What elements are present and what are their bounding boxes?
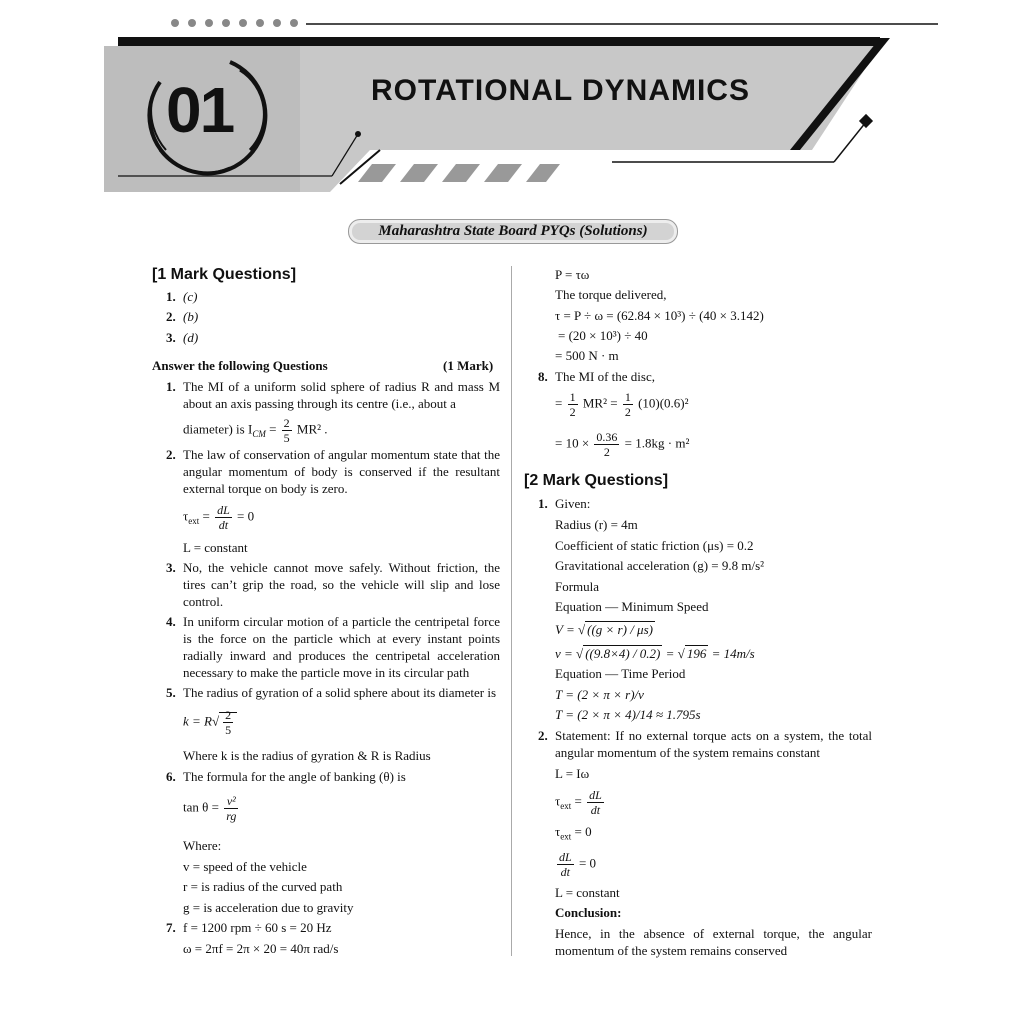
torque-label: The torque delivered, <box>555 287 667 302</box>
answer-marks: (1 Mark) <box>443 358 494 373</box>
momentum-constant: L = constant <box>555 885 620 900</box>
question-number: 1. <box>538 496 548 511</box>
time-period-calc: T = (2 × π × 4)/14 ≈ 1.795s <box>555 707 701 722</box>
question-number: 1. <box>166 379 176 394</box>
torque-calc-1: τ = P ÷ ω = (62.84 × 10³) ÷ (40 × 3.142) <box>555 308 764 323</box>
answer-7-omega: ω = 2πf = 2π × 20 = 40π rad/s <box>183 941 339 956</box>
answer-heading: Answer the following Questions <box>152 358 328 373</box>
mcq-number: 3. <box>166 330 176 345</box>
mcq-answer: (b) <box>183 309 199 324</box>
question-number: 3. <box>166 560 176 575</box>
answer-2-constant: L = constant <box>183 540 248 555</box>
derivative-zero: $\frac{dL}{dt}$ = 0 <box>559 850 597 879</box>
given-radius: Radius (r) = 4m <box>555 517 638 532</box>
given-gravity: Gravitational acceleration (g) = 9.8 m/s² <box>555 558 765 573</box>
answer-2-formula: $\tau_{ext}$ = $\frac{dL}{dt}$ = 0 <box>183 503 255 532</box>
minimum-speed-formula: V = √ ((g × r) / μs) <box>555 622 653 637</box>
conclusion-text: Hence, in the absence of external torque, the angular momentum of the system remains conserved <box>555 926 872 958</box>
conservation-statement: Statement: If no external torque acts on a system, the total angular momentum of the system remains constant <box>555 728 872 760</box>
answer-8-formula-1: = $\frac{1}{2}$ MR² = $\frac{1}{2}$ (10)(0.6)² <box>555 390 689 419</box>
torque-calc-2: = (20 × 10³) ÷ 40 <box>558 328 648 343</box>
answer-5-formula: k = R√ $\frac{2}{5}$ <box>183 708 237 737</box>
answer-4-text: In uniform circular motion of a particle the centripetal force is the force on the particle which at every instant points radially inward and produces the centripetal acceleration necessary to make the particle move in its circular path <box>183 614 500 680</box>
answer-2-text: The law of conservation of angular momentum state that the angular momentum of body is conserved if the resultant external torque on body is zero. <box>183 447 500 496</box>
minimum-speed-label: Equation — Minimum Speed <box>555 599 709 614</box>
answer-8-formula-2: = 10 × $\frac{0.36}{2}$ = 1.8kg · m² <box>555 430 690 459</box>
answer-6-text: The formula for the angle of banking (θ) is <box>183 769 406 784</box>
question-number: 7. <box>166 920 176 935</box>
mcq-answer: (d) <box>183 330 199 345</box>
question-number: 8. <box>538 369 548 384</box>
chapter-number: 01 <box>166 74 234 146</box>
mcq-number: 1. <box>166 289 176 304</box>
answer-3-text: No, the vehicle cannot move safely. Without friction, the tires can’t grip the road, so the vehicle will slip and lose control. <box>183 560 500 609</box>
chapter-title: ROTATIONAL DYNAMICS <box>371 74 750 107</box>
conclusion-heading: Conclusion: <box>555 905 622 920</box>
answer-6-g: g = is acceleration due to gravity <box>183 900 354 915</box>
mcq-number: 2. <box>166 309 176 324</box>
question-number: 4. <box>166 614 176 629</box>
given-label: Given: <box>555 496 591 511</box>
given-friction: Coefficient of static friction (μs) = 0.2 <box>555 538 754 553</box>
minimum-speed-calc: v = √ ((9.8×4) / 0.2) = √ 196 = 14m/s <box>555 646 755 661</box>
question-number: 2. <box>166 447 176 462</box>
answer-6-v: v = speed of the vehicle <box>183 859 307 874</box>
answer-1-text: The MI of a uniform solid sphere of radius R and mass M about an axis passing through its centre (i.e., about a <box>183 379 500 411</box>
formula-label: Formula <box>555 579 600 594</box>
torque-derivative: $\tau_{ext}$ = $\frac{dL}{dt}$ <box>555 788 602 817</box>
torque-zero: $\tau_{ext} = 0$ <box>555 824 592 842</box>
question-number: 6. <box>166 769 176 784</box>
time-period-formula: T = (2 × π × r)/v <box>555 687 644 702</box>
section-heading-1-mark: [1 Mark Questions] <box>152 266 297 283</box>
section-heading-2-mark: [2 Mark Questions] <box>524 472 669 489</box>
answer-1-formula: diameter) is $I_{CM}$ = $\frac{2}{5}$ MR² . <box>183 416 328 445</box>
power-formula: P = τω <box>555 267 590 282</box>
answer-8-text: The MI of the disc, <box>555 369 656 384</box>
torque-result: = 500 N · m <box>555 348 619 363</box>
answer-6-formula: tan θ = $\frac{\text{v²}}{rg}$ <box>183 794 237 823</box>
answer-6-where: Where: <box>183 838 222 853</box>
answer-7-frequency: f = 1200 rpm ÷ 60 s = 20 Hz <box>183 920 332 935</box>
answer-6-r: r = is radius of the curved path <box>183 879 343 894</box>
answer-5-where: Where k is the radius of gyration & R is Radius <box>183 748 431 763</box>
answer-5-text: The radius of gyration of a solid sphere about its diameter is <box>183 685 497 700</box>
angular-momentum-formula: L = Iω <box>555 766 590 781</box>
question-number: 2. <box>538 728 548 743</box>
mcq-answer: (c) <box>183 289 198 304</box>
section-banner: Maharashtra State Board PYQs (Solutions) <box>348 219 678 244</box>
question-number: 5. <box>166 685 176 700</box>
column-divider <box>511 266 512 956</box>
time-period-label: Equation — Time Period <box>555 666 686 681</box>
